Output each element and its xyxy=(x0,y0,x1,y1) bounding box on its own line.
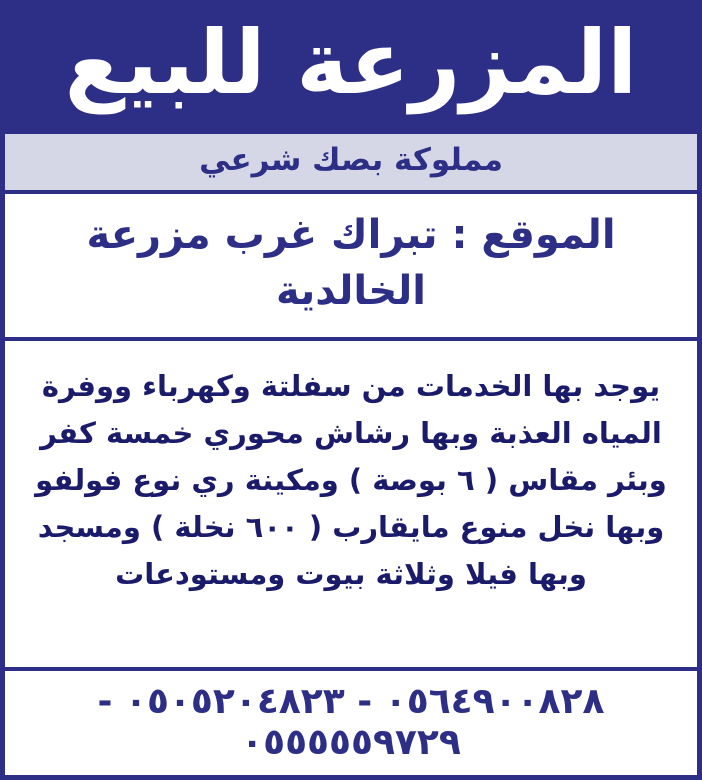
ownership-text: مملوكة بصك شرعي xyxy=(199,142,503,179)
description-line: المياه العذبة وبها رشاش محوري خمسة كفر xyxy=(40,415,662,450)
ownership-banner xyxy=(5,130,697,194)
phone-numbers: ٠٥٦٤٩٠٠٨٢٨ - ٠٥٠٥٢٠٤٨٢٣ - ٠٥٥٥٥٥٩٧٢٩ xyxy=(97,681,605,763)
description-line: وبئر مقاس ( ٦ بوصة ) ومكينة ري نوع فولفو xyxy=(35,462,667,497)
page-title: المزرعة للبيع xyxy=(64,11,638,114)
description-line: وبها فيلا وثلاثة بيوت ومستودعات xyxy=(115,556,587,591)
contact-banner xyxy=(5,667,697,775)
location-text: الموقع : تبراك غرب مزرعة الخالدية xyxy=(86,212,616,314)
description-line: وبها نخل منوع مايقارب ( ٦٠٠ نخلة ) ومسجد xyxy=(37,509,665,544)
title-banner xyxy=(5,5,697,130)
description-line: يوجد بها الخدمات من سفلتة وكهرباء ووفرة xyxy=(41,368,661,403)
description-block xyxy=(5,341,697,667)
location-banner xyxy=(5,194,697,340)
